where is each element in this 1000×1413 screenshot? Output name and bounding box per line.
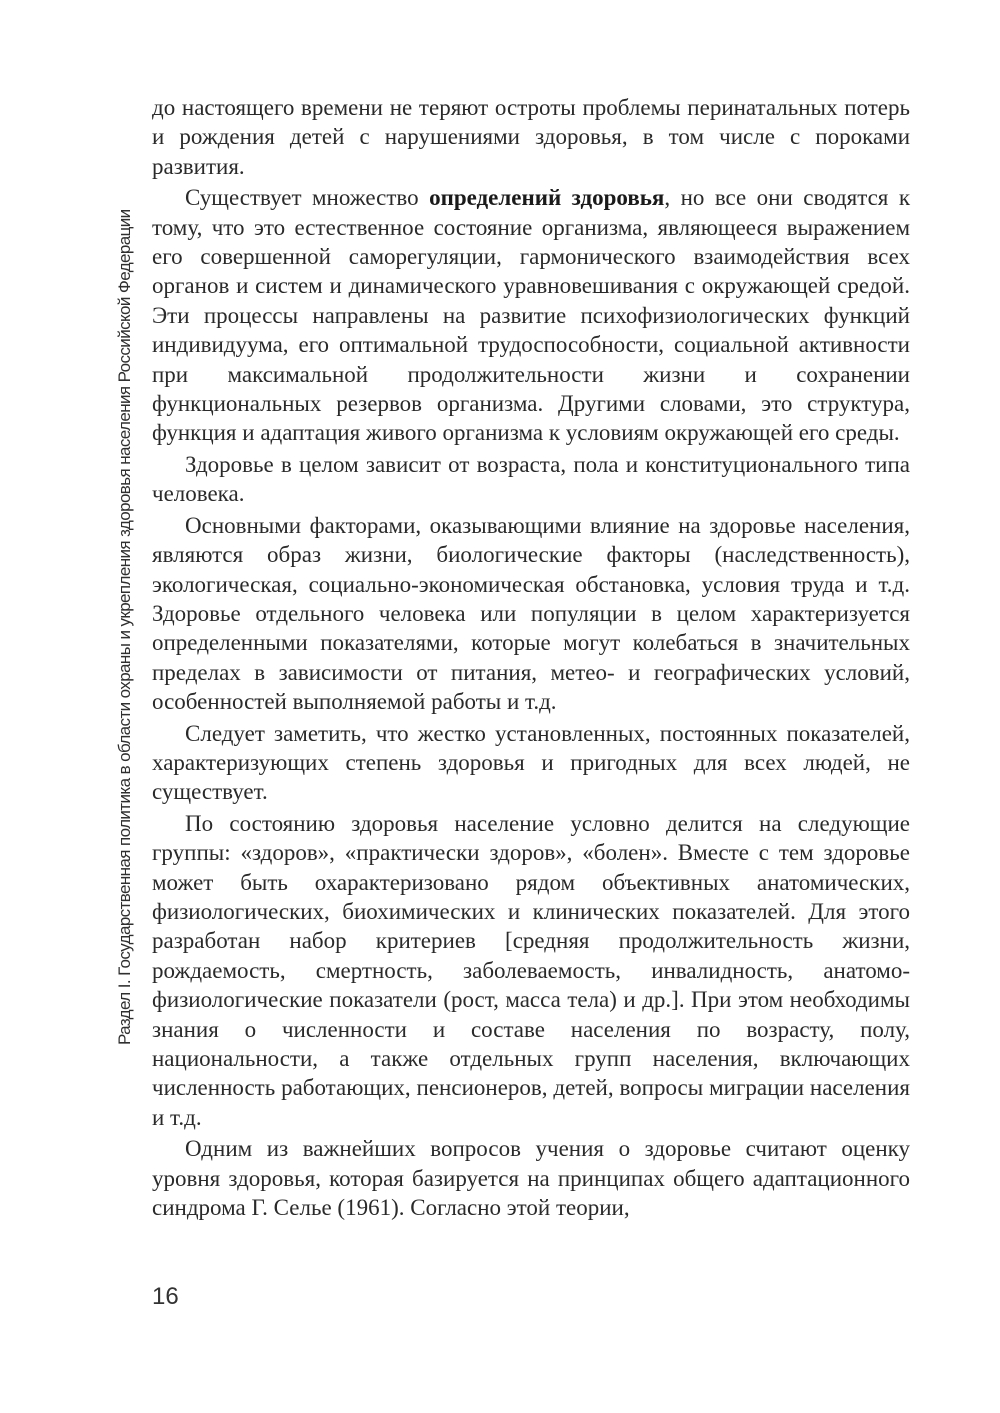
running-header: Раздел I. Государственная политика в области охраны и укрепления здоровья населения Российской Федерации <box>115 209 134 1045</box>
bold-term: определений здоровья <box>429 185 665 211</box>
paragraph: Одним из важнейших вопросов учения о здоровье считают оценку уровня здоровья, которая базируется на принципах общего адаптационного синдрома Г. Селье (1961). Согласно этой теории, <box>152 1136 910 1221</box>
paragraph-text: Существует множество <box>185 185 430 211</box>
paragraph-text: , но все они сводятся к тому, что это естественное состояние организма, являющееся выражением его совершенной саморегуляции, гармонического взаимодействия всех органов и систем и динамического уравновешивания с окружающей средой. Эти процессы направлены на развитие психофизиологических функций индивидуума, его оптимальной трудоспособности, социальной активности при максимальной продолжительности жизни и сохранении функциональных резервов организма. Другими словами, это структура, функция и адаптация живого организма к условиям окружающей его среды. <box>152 185 910 446</box>
paragraph: Здоровье в целом зависит от возраста, пола и конституционального типа человека. <box>152 451 910 507</box>
body-text <box>152 93 910 1222</box>
paragraph: Следует заметить, что жестко установленных, постоянных показателей, характеризующих степень здоровья и пригодных для всех людей, не существует. <box>152 720 910 805</box>
page-number: 16 <box>152 1283 179 1310</box>
paragraph: Основными факторами, оказывающими влияние на здоровье населения, являются образ жизни, биологические факторы (наследственность), экологическая, социально-экономическая обстановка, условия труда и т.д. Здоровье отдельного человека или популяции в целом характеризуется определенными показателями, которые могут колебаться в значительных пределах в зависимости от питания, метео- и географических условий, особенностей выполняемой работы и т.д. <box>152 512 910 715</box>
paragraph: По состоянию здоровья население условно делится на следующие группы: «здоров», «практически здоров», «болен». Вместе с тем здоровье может быть охарактеризовано рядом объективных анатомических, физиологических, биохимических и клинических показателей. Для этого разработан набор критериев [средняя продолжительность жизни, рождаемость, смертность, заболеваемость, инвалидность, анатомо-физиологические показатели (рост, масса тела) и др.]. При этом необходимы знания о численности и составе населения по возрасту, полу, национальности, а также отдельных групп населения, включающих численность работающих, пенсионеров, детей, вопросы миграции населения и т.д. <box>152 810 910 1130</box>
paragraph <box>152 183 910 448</box>
paragraph: до настоящего времени не теряют остроты проблемы перинатальных потерь и рождения детей с нарушениями здоровья, в том числе с пороками развития. <box>152 95 910 179</box>
